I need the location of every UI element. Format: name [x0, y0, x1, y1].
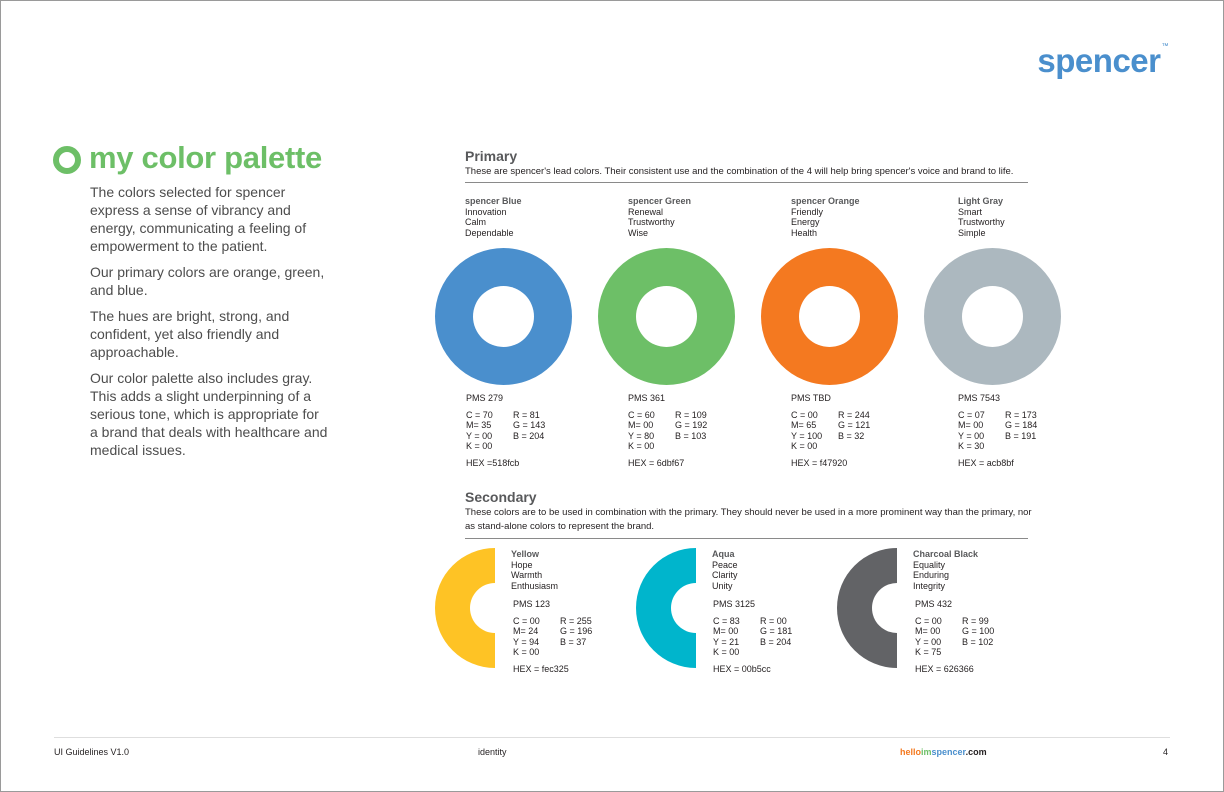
trademark: ™	[1161, 43, 1168, 50]
color-name: Charcoal Black	[913, 549, 979, 559]
cmyk-c: C = 00	[915, 615, 942, 626]
cmyk-c: C = 07	[958, 409, 985, 420]
footer-doc-title: UI Guidelines V1.0	[54, 747, 130, 757]
hex-code: HEX = 6dbf67	[628, 457, 685, 468]
pms-code: PMS 279	[466, 393, 504, 403]
intro-paragraph: The colors selected for spencer express a sense of vibrancy and energy, communicating a feeling of empowerment to the patient.	[90, 184, 307, 254]
color-name: spencer Blue	[465, 196, 522, 206]
rgb-r: R = 173	[1005, 409, 1037, 420]
intro-paragraph: The hues are bright, strong, and confident, yet also friendly and approachable.	[90, 308, 290, 360]
color-name: spencer Green	[628, 196, 692, 206]
rgb-b: B = 191	[1005, 430, 1037, 441]
color-meta-aqua	[712, 549, 738, 591]
color-meta-blue	[465, 196, 522, 238]
color-trait: Calm	[465, 217, 487, 227]
rgb-b: B = 204	[760, 636, 792, 647]
cmyk-c: C = 00	[513, 615, 540, 626]
color-trait: Trustworthy	[958, 217, 1005, 227]
color-trait: Wise	[628, 227, 648, 238]
hex-code: HEX =518fcb	[466, 457, 520, 468]
rgb-r: R = 109	[675, 409, 707, 420]
swatch-ring-orange	[761, 248, 898, 385]
secondary-divider	[465, 538, 1028, 539]
url-part: spencer	[931, 747, 966, 757]
color-meta-charcoal	[913, 549, 978, 591]
color-name: Aqua	[712, 549, 735, 559]
cmyk-m: M= 00	[713, 626, 739, 636]
hex-code: HEX = 626366	[915, 663, 974, 674]
rgb-b: B = 37	[560, 636, 587, 647]
swatch-half-ring-charcoal	[837, 548, 897, 668]
cmyk-m: M= 24	[513, 626, 539, 636]
color-trait: Dependable	[465, 227, 514, 238]
primary-description: These are spencer's lead colors. Their consistent use and the combination of the 4 will help bring spencer's voice and brand to life.	[465, 166, 1014, 177]
pms-code: PMS 3125	[713, 599, 756, 609]
color-trait: Clarity	[712, 570, 738, 580]
color-trait: Hope	[511, 559, 533, 570]
color-meta-orange	[791, 196, 860, 238]
color-trait: Integrity	[913, 580, 946, 591]
cmyk-k: K = 75	[915, 647, 942, 657]
color-meta-green	[628, 196, 691, 238]
pms-code: PMS TBD	[791, 393, 831, 403]
rgb-b: B = 32	[838, 430, 865, 441]
cmyk-y: Y = 00	[466, 430, 493, 441]
swatch-ring-gray	[924, 248, 1061, 385]
url-part: im	[921, 747, 932, 757]
cmyk-k: K = 00	[713, 647, 740, 657]
color-trait: Trustworthy	[628, 217, 675, 227]
cmyk-k: K = 00	[466, 441, 493, 451]
color-trait: Warmth	[511, 570, 543, 580]
color-trait: Equality	[913, 559, 946, 570]
color-trait: Enduring	[913, 570, 950, 580]
cmyk-m: M= 65	[791, 420, 817, 430]
color-spec-orange	[791, 393, 870, 468]
url-part: .com	[965, 747, 987, 757]
rgb-r: R = 244	[838, 409, 870, 420]
cmyk-y: Y = 21	[713, 636, 740, 647]
rgb-b: B = 103	[675, 430, 707, 441]
rgb-g: G = 181	[760, 626, 793, 636]
rgb-r: R = 81	[513, 409, 540, 420]
color-spec-yellow	[513, 599, 592, 674]
intro-paragraph: Our primary colors are orange, green, and blue.	[90, 264, 325, 298]
cmyk-k: K = 00	[628, 441, 655, 451]
color-trait: Enthusiasm	[511, 580, 559, 591]
cmyk-c: C = 83	[713, 615, 740, 626]
primary-divider	[465, 182, 1028, 183]
hex-code: HEX = 00b5cc	[713, 663, 771, 674]
title-ring-icon	[53, 146, 81, 174]
hex-code: HEX = f47920	[791, 457, 848, 468]
cmyk-k: K = 30	[958, 441, 985, 451]
rgb-b: B = 102	[962, 636, 994, 647]
cmyk-m: M= 35	[466, 420, 492, 430]
cmyk-k: K = 00	[513, 647, 540, 657]
color-trait: Unity	[712, 580, 733, 591]
swatch-ring-blue	[435, 248, 572, 385]
swatch-half-ring-yellow	[435, 548, 495, 668]
rgb-r: R = 00	[760, 615, 787, 626]
rgb-g: G = 143	[513, 420, 546, 430]
rgb-g: G = 196	[560, 626, 593, 636]
color-name: spencer Orange	[791, 196, 860, 206]
cmyk-c: C = 00	[791, 409, 818, 420]
intro-paragraph: Our color palette also includes gray. This adds a slight underpinning of a serious tone, which is appropriate for a brand that deals with healthcare and medical issues.	[90, 370, 328, 458]
color-spec-charcoal	[915, 599, 994, 674]
color-spec-gray	[958, 393, 1037, 468]
cmyk-y: Y = 94	[513, 636, 540, 647]
rgb-g: G = 100	[962, 626, 995, 636]
color-trait: Energy	[791, 217, 820, 227]
hex-code: HEX = acb8bf	[958, 457, 1014, 468]
color-trait: Simple	[958, 227, 986, 238]
secondary-description: These colors are to be used in combination with the primary. They should never be used in a more prominent way than the primary, nor as stand-alone colors to represent the brand.	[465, 507, 1032, 532]
cmyk-m: M= 00	[958, 420, 984, 430]
pms-code: PMS 7543	[958, 393, 1001, 403]
color-trait: Renewal	[628, 206, 664, 217]
color-spec-green	[628, 393, 707, 468]
secondary-heading: Secondary	[465, 489, 537, 505]
cmyk-y: Y = 00	[958, 430, 985, 441]
color-spec-blue	[466, 393, 545, 468]
primary-heading: Primary	[465, 148, 518, 164]
pms-code: PMS 361	[628, 393, 666, 403]
cmyk-y: Y = 00	[915, 636, 942, 647]
swatch-half-ring-aqua	[636, 548, 696, 668]
color-meta-gray	[958, 196, 1005, 238]
url-part: hello	[900, 747, 922, 757]
cmyk-c: C = 60	[628, 409, 655, 420]
color-spec-aqua	[713, 599, 792, 674]
hex-code: HEX = fec325	[513, 663, 569, 674]
cmyk-c: C = 70	[466, 409, 493, 420]
pms-code: PMS 432	[915, 599, 953, 609]
cmyk-y: Y = 80	[628, 430, 655, 441]
spencer-logo	[1037, 42, 1168, 80]
color-trait: Health	[791, 227, 818, 238]
color-trait: Innovation	[465, 206, 507, 217]
color-name: Yellow	[511, 549, 540, 559]
rgb-b: B = 204	[513, 430, 545, 441]
color-trait: Peace	[712, 559, 738, 570]
rgb-g: G = 121	[838, 420, 871, 430]
rgb-r: R = 99	[962, 615, 989, 626]
cmyk-m: M= 00	[915, 626, 941, 636]
color-name: Light Gray	[958, 196, 1004, 206]
logo-text: spencer	[1037, 42, 1161, 79]
rgb-r: R = 255	[560, 615, 592, 626]
cmyk-m: M= 00	[628, 420, 654, 430]
color-trait: Friendly	[791, 206, 824, 217]
cmyk-y: Y = 100	[791, 430, 823, 441]
cmyk-k: K = 00	[791, 441, 818, 451]
rgb-g: G = 192	[675, 420, 708, 430]
footer-url[interactable]	[900, 747, 987, 757]
pms-code: PMS 123	[513, 599, 551, 609]
swatch-ring-green	[598, 248, 735, 385]
color-meta-yellow	[511, 549, 558, 591]
page-number: 4	[1163, 747, 1169, 757]
footer-section: identity	[478, 747, 507, 757]
color-trait: Smart	[958, 206, 983, 217]
intro-text	[90, 183, 330, 467]
rgb-g: G = 184	[1005, 420, 1038, 430]
page-title: my color palette	[89, 140, 322, 175]
footer-divider	[54, 737, 1170, 738]
